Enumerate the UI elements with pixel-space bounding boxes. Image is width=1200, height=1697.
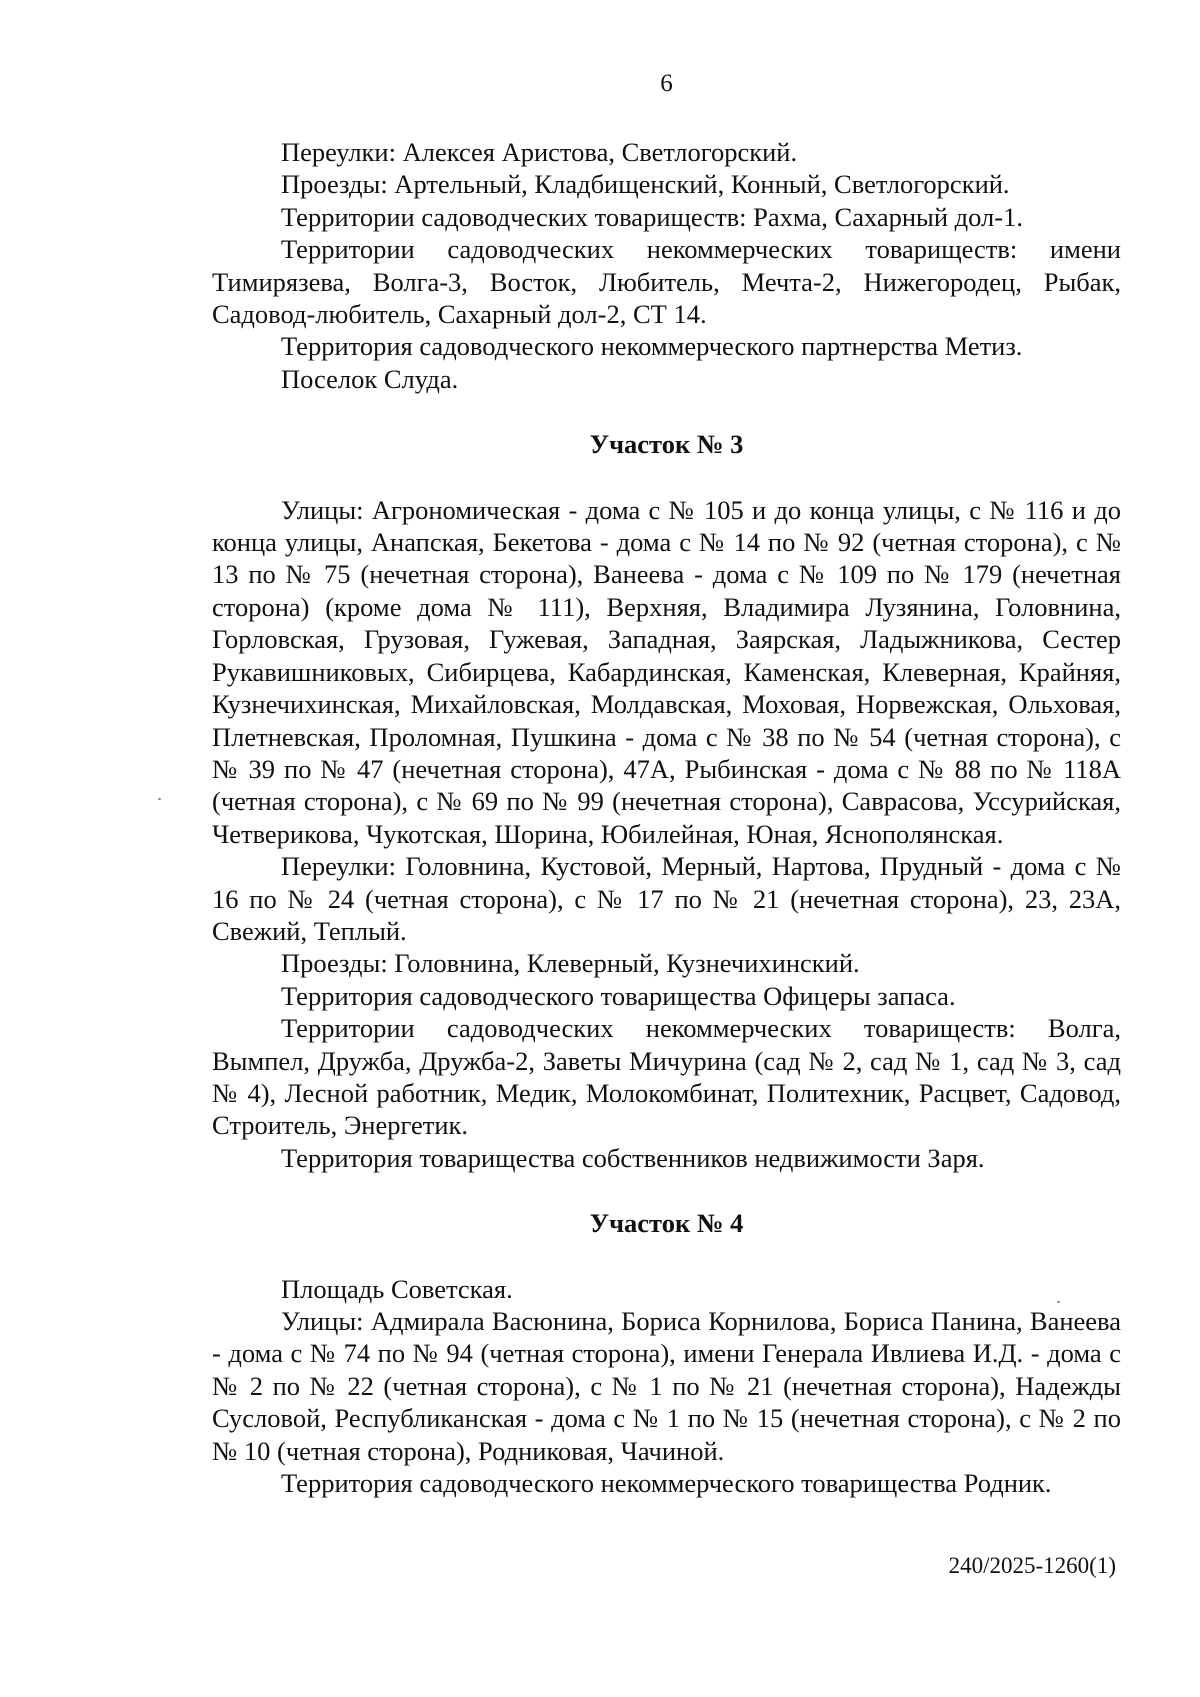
paragraph-garden-noncommercial-partnership-metiz: Территория садоводческого некоммерческого партнерства Метиз. [281, 331, 1023, 362]
document-registration-code: 240/2025-1260(1) [948, 1553, 1116, 1578]
paragraph-garden-noncommercial-partnerships-3: Территории садоводческих некоммерческих товариществ: Волга, Вымпел, Дружба, Дружба-2, Заветы Мичурина (сад № 2, сад № 1, сад № 3, сад № 4), Лесной работник, Медик, Молокомбинат, Политехник, Расцвет, Садовод, Строитель, Энергетик. [212, 1013, 1121, 1141]
paragraph-settlement: Поселок Слуда. [281, 363, 459, 394]
paragraph-garden-partnerships: Территории садоводческих товариществ: Рахма, Сахарный дол-1. [281, 201, 1023, 232]
scan-speck [1057, 1301, 1060, 1303]
document-body [212, 136, 1121, 1499]
paragraph-passages: Проезды: Артельный, Кладбищенский, Конный, Светлогорский. [281, 169, 1010, 200]
paragraph-passages-3: Проезды: Головнина, Клеверный, Кузнечихинский. [281, 948, 860, 979]
paragraph-streets-3: Улицы: Агрономическая - дома с № 105 и до конца улицы, с № 116 и до конца улицы, Анапская, Бекетова - дома с № 14 по № 92 (четная сторона), с № 13 по № 75 (нечетная сторона), Ванеева - дома с № 109 по № 179 (нечетная сторона) (кроме дома № 111), Верхняя, Владимира Лузянина, Головнина, Горловская, Грузовая, Гужевая, Западная, Заярская, Ладыжникова, Сестер Рукавишниковых, Сибирцева, Кабардинская, Каменская, Клеверная, Крайняя, Кузнечихинская, Михайловская, Молдавская, Моховая, Норвежская, Ольховая, Плетневская, Проломная, Пушкина - дома с № 38 по № 54 (четная сторона), с № 39 по № 47 (нечетная сторона), 47А, Рыбинская - дома с № 88 по № 118А (четная сторона), с № 69 по № 99 (нечетная сторона), Саврасова, Уссурийская, Четверикова, Чукотская, Шорина, Юбилейная, Юная, Яснополянская. [212, 494, 1121, 849]
paragraph-lanes: Переулки: Алексея Аристова, Светлогорский. [281, 137, 798, 167]
paragraph-owners-partnership-3: Территория товарищества собственников недвижимости Заря. [281, 1142, 985, 1173]
section-heading-3: Участок № 3 [589, 429, 744, 460]
paragraph-square-4: Площадь Советская. [281, 1273, 513, 1304]
paragraph-garden-noncommercial-partnership-4: Территория садоводческого некоммерческого товарищества Родник. [281, 1468, 1052, 1499]
page-number: 6 [660, 70, 673, 97]
scan-speck [158, 798, 161, 800]
section-heading-4: Участок № 4 [589, 1208, 744, 1239]
paragraph-garden-noncommercial-partnerships: Территории садоводческих некоммерческих товариществ: имени Тимирязева, Волга-3, Восток, Любитель, Мечта-2, Нижегородец, Рыбак, Садовод-любитель, Сахарный дол-2, СТ 14. [212, 234, 1121, 330]
paragraph-lanes-3: Переулки: Головнина, Кустовой, Мерный, Нартова, Прудный - дома с № 16 по № 24 (четная сторона), с № 17 по № 21 (нечетная сторона), 23, 23А, Свежий, Теплый. [212, 851, 1121, 946]
paragraph-streets-4: Улицы: Адмирала Васюнина, Бориса Корнилова, Бориса Панина, Ванеева - дома с № 74 по № 94 (четная сторона), имени Генерала Ивлиева И.Д. - дома с № 2 по № 22 (четная сторона), с № 1 по № 21 (нечетная сторона), Надежды Сусловой, Республиканская - дома с № 1 по № 15 (нечетная сторона), с № 2 по № 10 (четная сторона), Родниковая, Чачиной. [212, 1306, 1121, 1466]
paragraph-garden-partnership-3: Территория садоводческого товарищества Офицеры запаса. [281, 980, 956, 1011]
